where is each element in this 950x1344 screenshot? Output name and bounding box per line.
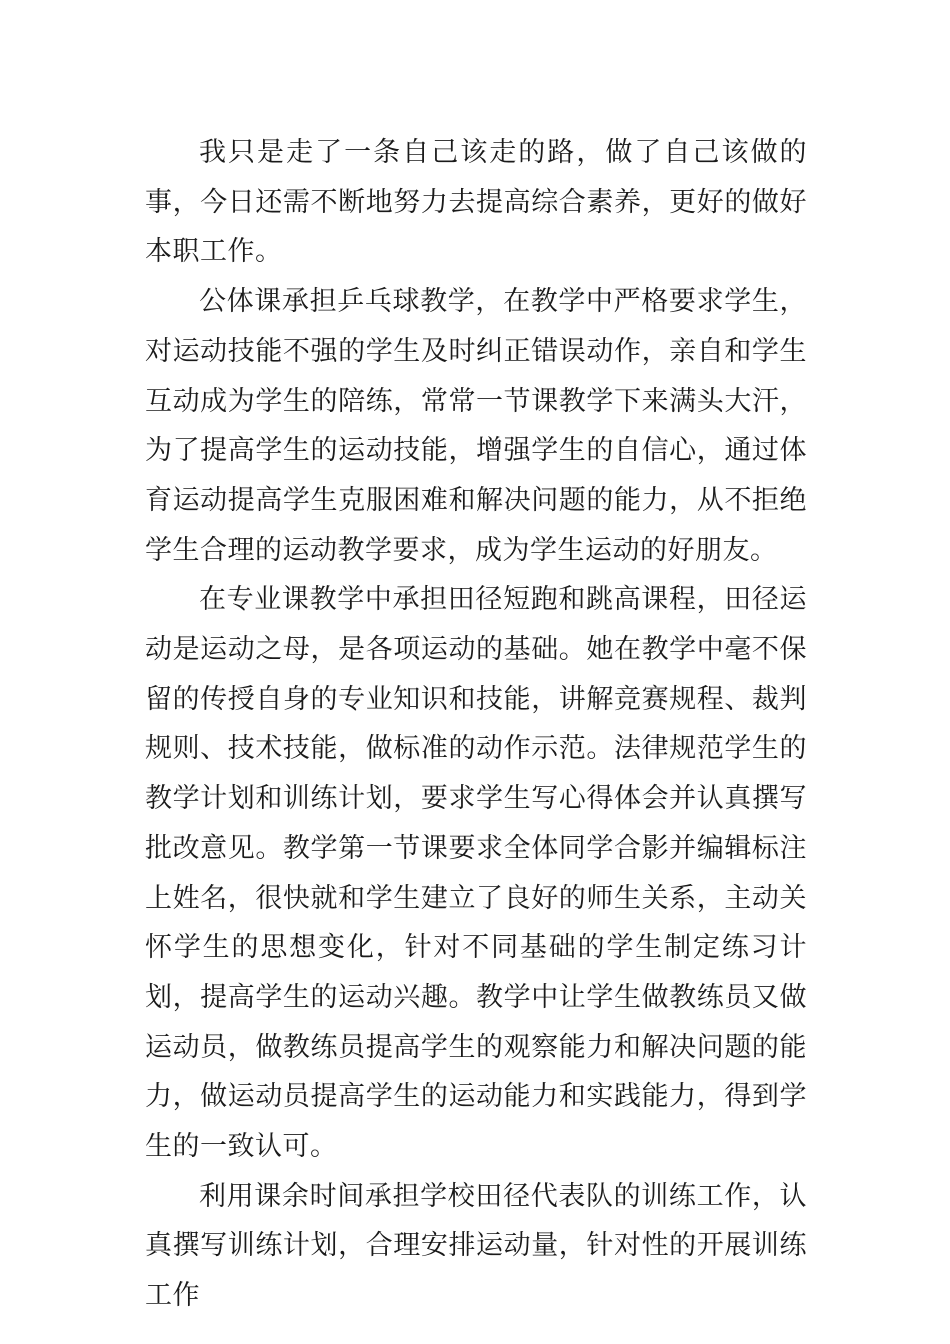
paragraph-3: 在专业课教学中承担田径短跑和跳高课程，田径运动是运动之母，是各项运动的基础。她在教学中毫不保留的传授自身的专业知识和技能，讲解竞赛规程、裁判规则、技术技能，做标准的动作示范。法律规范学生的教学计划和训练计划，要求学生写心得体会并认真撰写批改意见。教学第一节课要求全体同学合影并编辑标注上姓名，很快就和学生建立了良好的师生关系，主动关怀学生的思想变化，针对不同基础的学生制定练习计划，提高学生的运动兴趣。教学中让学生做教练员又做运动员，做教练员提高学生的观察能力和解决问题的能力，做运动员提高学生的运动能力和实践能力，得到学生的一致认可。 bbox=[145, 584, 807, 1163]
document-body bbox=[145, 128, 807, 1321]
paragraph-2: 公体课承担乒乓球教学，在教学中严格要求学生，对运动技能不强的学生及时纠正错误动作，亲自和学生互动成为学生的陪练，常常一节课教学下来满头大汗，为了提高学生的运动技能，增强学生的自信心，通过体育运动提高学生克服困难和解决问题的能力，从不拒绝学生合理的运动教学要求，成为学生运动的好朋友。 bbox=[145, 286, 807, 566]
paragraph-4: 利用课余时间承担学校田径代表队的训练工作，认真撰写训练计划，合理安排运动量，针对性的开展训练工作 bbox=[145, 1180, 807, 1312]
paragraph-1: 我只是走了一条自己该走的路，做了自己该做的事，今日还需不断地努力去提高综合素养，更好的做好本职工作。 bbox=[145, 137, 807, 268]
